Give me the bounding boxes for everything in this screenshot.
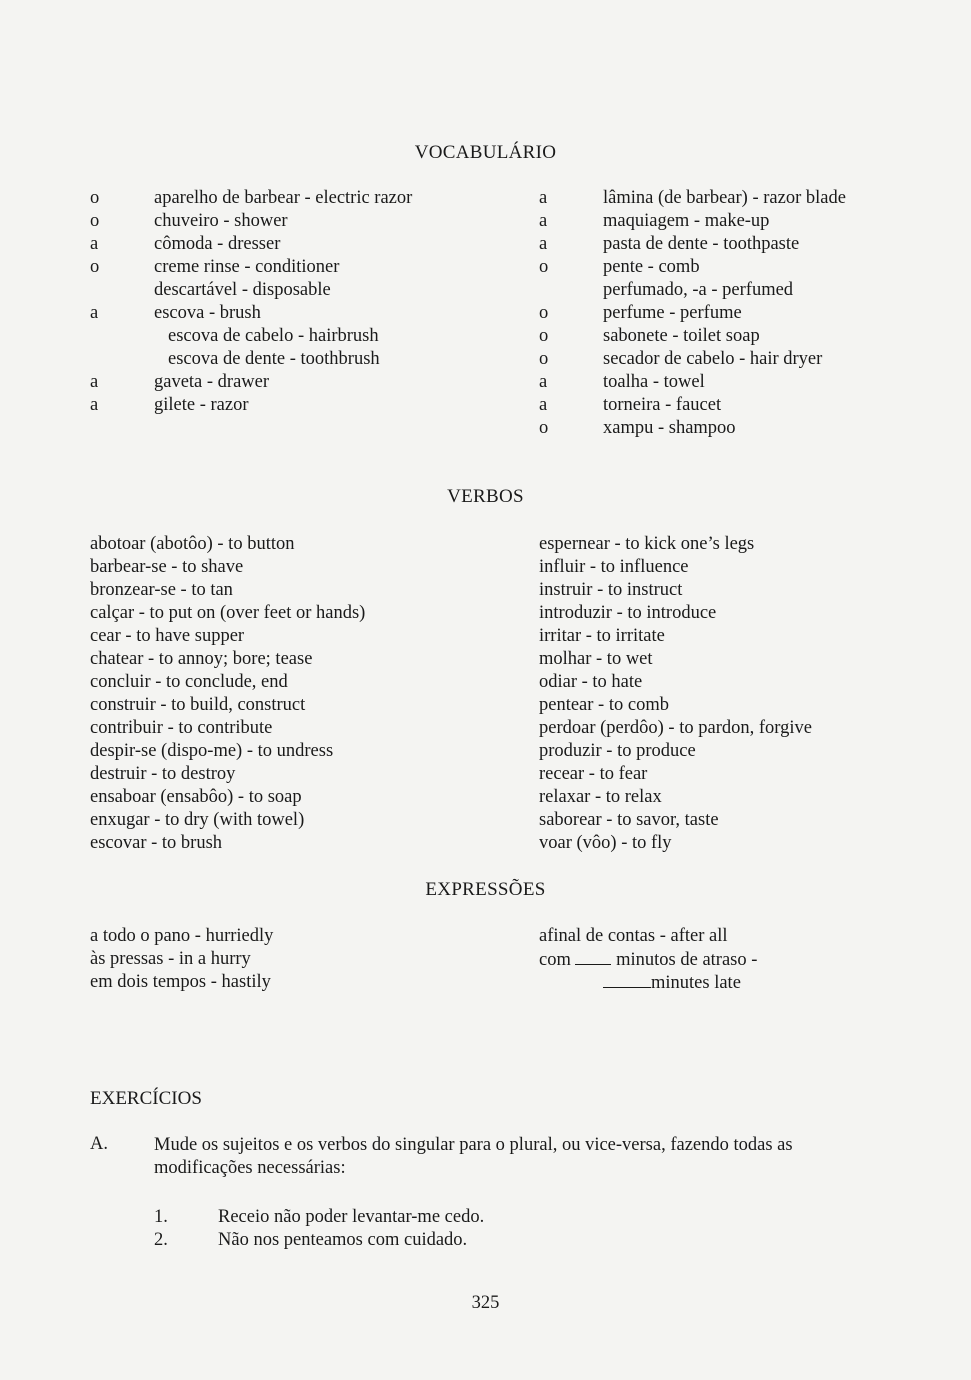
verb-item: odiar - to hate bbox=[539, 672, 643, 692]
verb-item: cear - to have supper bbox=[90, 626, 245, 646]
verbos-heading: VERBOS bbox=[447, 486, 524, 507]
verb-item: molhar - to wet bbox=[539, 649, 653, 669]
vocab-entry: xampu - shampoo bbox=[603, 418, 736, 438]
verb-item: produzir - to produce bbox=[539, 741, 696, 761]
page-number: 325 bbox=[471, 1293, 500, 1313]
vocab-article: o bbox=[90, 257, 100, 277]
verb-item: relaxar - to relax bbox=[539, 787, 662, 807]
verb-item: influir - to influence bbox=[539, 557, 689, 577]
exercise-items bbox=[154, 1206, 854, 1252]
vocab-article: o bbox=[539, 257, 549, 277]
vocab-entry: pasta de dente - toothpaste bbox=[603, 234, 800, 254]
vocab-entry: escova de cabelo - hairbrush bbox=[168, 326, 379, 346]
exercise-instruction: Mude os sujeitos e os verbos do singular para o plural, ou vice-versa, fazendo todas as modificações necessárias: bbox=[154, 1135, 793, 1178]
exercise-item-text: Não nos penteamos com cuidado. bbox=[218, 1230, 468, 1250]
vocab-item bbox=[539, 371, 939, 394]
verb-item: bronzear-se - to tan bbox=[90, 580, 233, 600]
verb-item: chatear - to annoy; bore; tease bbox=[90, 649, 313, 669]
vocab-entry: chuveiro - shower bbox=[154, 211, 288, 231]
verb-item: pentear - to comb bbox=[539, 695, 669, 715]
verb-item: perdoar (perdôo) - to pardon, forgive bbox=[539, 718, 812, 738]
vocab-item bbox=[539, 325, 939, 348]
vocab-article: o bbox=[90, 211, 100, 231]
vocab-article: a bbox=[539, 395, 548, 415]
exercise-item bbox=[154, 1229, 854, 1252]
vocab-item bbox=[90, 210, 470, 233]
expression-item: a todo o pano - hurriedly bbox=[90, 926, 274, 946]
vocab-entry: creme rinse - conditioner bbox=[154, 257, 340, 277]
exercise-item bbox=[154, 1206, 854, 1229]
verb-item: concluir - to conclude, end bbox=[90, 672, 288, 692]
vocab-entry: gilete - razor bbox=[154, 395, 249, 415]
expression-item: às pressas - in a hurry bbox=[90, 949, 251, 969]
vocab-item bbox=[90, 256, 470, 279]
vocab-entry: sabonete - toilet soap bbox=[603, 326, 760, 346]
vocab-item bbox=[539, 302, 939, 325]
expression-text: afinal de contas - after all bbox=[539, 926, 728, 946]
vocab-item bbox=[539, 187, 939, 210]
verbos-right-column bbox=[539, 533, 939, 855]
vocab-entry: descartável - disposable bbox=[154, 280, 331, 300]
vocab-entry: escova de dente - toothbrush bbox=[168, 349, 380, 369]
verb-item: contribuir - to contribute bbox=[90, 718, 273, 738]
vocab-item bbox=[539, 233, 939, 256]
verb-item: saborear - to savor, taste bbox=[539, 810, 719, 830]
expression-item: em dois tempos - hastily bbox=[90, 972, 271, 992]
vocab-entry: aparelho de barbear - electric razor bbox=[154, 188, 413, 208]
vocab-entry: pente - comb bbox=[603, 257, 700, 277]
verb-item: escovar - to brush bbox=[90, 833, 223, 853]
exercise-item-number: 2. bbox=[154, 1230, 168, 1250]
vocab-article: o bbox=[90, 188, 100, 208]
verb-item: construir - to build, construct bbox=[90, 695, 306, 715]
vocab-item bbox=[90, 302, 470, 325]
vocab-item bbox=[539, 348, 939, 371]
verb-item: introduzir - to introduce bbox=[539, 603, 717, 623]
exercise-item-text: Receio não poder levantar-me cedo. bbox=[218, 1207, 485, 1227]
verb-item: instruir - to instruct bbox=[539, 580, 683, 600]
expression-text: minutes late bbox=[651, 973, 741, 993]
vocab-article: a bbox=[539, 372, 548, 392]
vocab-item bbox=[539, 417, 939, 440]
vocab-article: a bbox=[90, 395, 99, 415]
vocab-entry: secador de cabelo - hair dryer bbox=[603, 349, 823, 369]
vocab-article: a bbox=[539, 234, 548, 254]
verb-item: espernear - to kick one’s legs bbox=[539, 534, 755, 554]
expressoes-right-column bbox=[539, 925, 939, 994]
verb-item: enxugar - to dry (with towel) bbox=[90, 810, 305, 830]
vocab-article: a bbox=[539, 188, 548, 208]
vocab-article: a bbox=[539, 211, 548, 231]
expressoes-heading: EXPRESSÕES bbox=[425, 879, 546, 900]
expression-text: com bbox=[539, 950, 571, 970]
exercicios-heading: EXERCÍCIOS bbox=[90, 1088, 202, 1109]
vocab-entry: lâmina (de barbear) - razor blade bbox=[603, 188, 846, 208]
vocab-entry: perfume - perfume bbox=[603, 303, 742, 323]
vocabulario-right-column bbox=[539, 187, 939, 440]
vocab-entry: toalha - towel bbox=[603, 372, 705, 392]
expression-item bbox=[539, 925, 939, 948]
vocab-article: o bbox=[539, 326, 549, 346]
vocab-article: a bbox=[90, 234, 99, 254]
verbos-left-column bbox=[90, 533, 520, 855]
vocab-entry: torneira - faucet bbox=[603, 395, 722, 415]
vocab-item bbox=[539, 279, 939, 302]
vocab-entry: gaveta - drawer bbox=[154, 372, 270, 392]
vocab-article: o bbox=[539, 418, 549, 438]
vocab-item bbox=[90, 233, 470, 256]
fill-in-blank bbox=[575, 948, 611, 965]
verb-item: abotoar (abotôo) - to button bbox=[90, 534, 295, 554]
vocab-item bbox=[90, 279, 470, 302]
vocab-item bbox=[90, 394, 470, 417]
vocab-item bbox=[539, 256, 939, 279]
verb-item: barbear-se - to shave bbox=[90, 557, 244, 577]
vocabulario-left-column bbox=[90, 187, 470, 417]
expression-item bbox=[539, 971, 939, 994]
verb-item: destruir - to destroy bbox=[90, 764, 236, 784]
exercise-item-number: 1. bbox=[154, 1207, 168, 1227]
vocab-item bbox=[539, 394, 939, 417]
vocab-entry: perfumado, -a - perfumed bbox=[603, 280, 794, 300]
verb-item: recear - to fear bbox=[539, 764, 648, 784]
vocab-article: a bbox=[90, 372, 99, 392]
vocab-entry: cômoda - dresser bbox=[154, 234, 281, 254]
vocab-article: o bbox=[539, 303, 549, 323]
expressoes-left-column bbox=[90, 925, 490, 994]
verb-item: calçar - to put on (over feet or hands) bbox=[90, 603, 366, 623]
fill-in-blank bbox=[603, 971, 651, 988]
vocab-entry: maquiagem - make-up bbox=[603, 211, 770, 231]
vocab-article: o bbox=[539, 349, 549, 369]
vocab-entry: escova - brush bbox=[154, 303, 261, 323]
verb-item: despir-se (dispo-me) - to undress bbox=[90, 741, 334, 761]
vocab-item bbox=[90, 325, 470, 348]
expression-text: minutos de atraso - bbox=[616, 950, 758, 970]
vocab-item bbox=[90, 348, 470, 371]
vocab-item bbox=[539, 210, 939, 233]
vocab-item bbox=[90, 187, 470, 210]
vocab-item bbox=[90, 371, 470, 394]
vocab-article: a bbox=[90, 303, 99, 323]
verb-item: voar (vôo) - to fly bbox=[539, 833, 672, 853]
verb-item: ensaboar (ensabôo) - to soap bbox=[90, 787, 302, 807]
exercise-letter: A. bbox=[90, 1134, 108, 1154]
vocabulario-heading: VOCABULÁRIO bbox=[414, 142, 557, 163]
verb-item: irritar - to irritate bbox=[539, 626, 665, 646]
expression-item bbox=[539, 948, 939, 971]
